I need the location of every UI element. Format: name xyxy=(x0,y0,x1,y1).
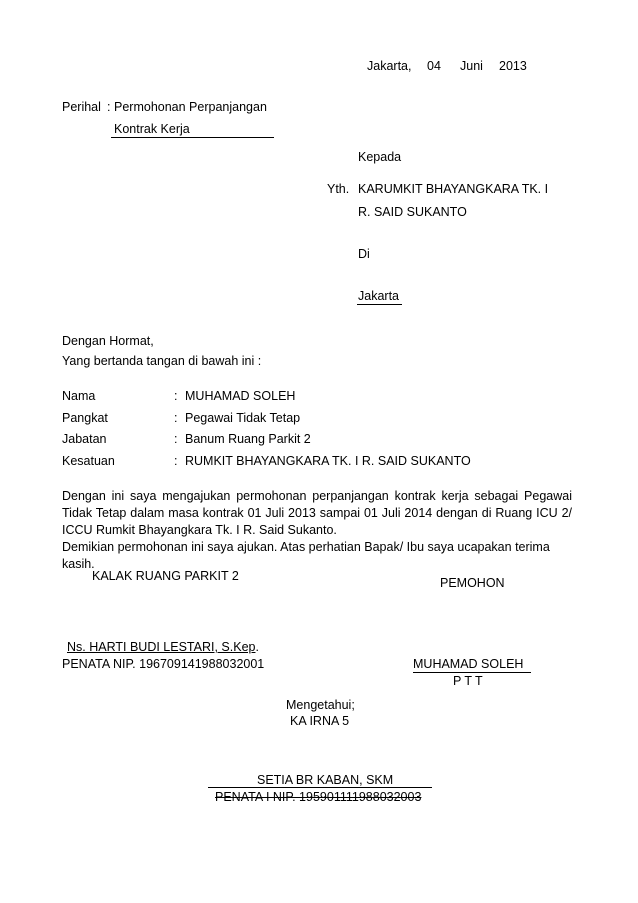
right-signer-title: PEMOHON xyxy=(440,576,505,590)
intro-line: Yang bertanda tangan di bawah ini : xyxy=(62,354,262,368)
recipient-yth: Yth. xyxy=(327,182,350,196)
left-signer-nip: PENATA NIP. 196709141988032001 xyxy=(62,657,265,671)
left-signer-title: KALAK RUANG PARKIT 2 xyxy=(92,569,239,583)
field-colon: : xyxy=(174,454,178,468)
recipient-city-underline xyxy=(357,304,402,305)
field-colon: : xyxy=(174,411,178,425)
center-signer-name: SETIA BR KABAN, SKM xyxy=(257,773,394,787)
center-label-ka-irna: KA IRNA 5 xyxy=(290,714,350,728)
right-signer-underline xyxy=(413,672,531,673)
subject-underline xyxy=(111,137,274,138)
center-label-mengetahui: Mengetahui; xyxy=(286,698,355,712)
subject-line2: Kontrak Kerja xyxy=(114,122,190,136)
field-label: Nama xyxy=(62,389,96,403)
greeting: Dengan Hormat, xyxy=(62,334,154,348)
recipient-kepada: Kepada xyxy=(358,150,402,164)
field-colon: : xyxy=(174,389,178,403)
left-signer-name-text: Ns. HARTI BUDI LESTARI, S.Kep xyxy=(67,640,256,654)
left-signer-name xyxy=(67,640,259,655)
field-label: Jabatan xyxy=(62,432,107,446)
subject-colon: : xyxy=(107,100,111,114)
date-city: Jakarta, xyxy=(367,59,412,73)
center-signer-nip: PENATA I NIP. 195901111988032003 xyxy=(215,790,422,804)
date-month: Juni xyxy=(460,59,483,73)
date-year: 2013 xyxy=(499,59,527,73)
recipient-city: Jakarta xyxy=(358,289,399,303)
right-signer-name: MUHAMAD SOLEH xyxy=(413,657,524,671)
field-label: Kesatuan xyxy=(62,454,115,468)
recipient-name-line1: KARUMKIT BHAYANGKARA TK. I xyxy=(358,182,549,196)
field-value: Pegawai Tidak Tetap xyxy=(185,411,301,425)
center-signer-underline xyxy=(208,787,432,788)
date-day: 04 xyxy=(427,59,441,73)
right-signer-status: P T T xyxy=(453,674,483,688)
field-value: MUHAMAD SOLEH xyxy=(185,389,296,403)
field-label: Pangkat xyxy=(62,411,108,425)
left-signer-name-dot: . xyxy=(255,640,259,654)
recipient-name-line2: R. SAID SUKANTO xyxy=(358,205,467,219)
subject-line1: Permohonan Perpanjangan xyxy=(114,100,267,114)
subject-label: Perihal xyxy=(62,100,101,114)
recipient-di: Di xyxy=(358,247,370,261)
field-value: Banum Ruang Parkit 2 xyxy=(185,432,311,446)
closing-paragraph: Demikian permohonan ini saya ajukan. Atas perhatian Bapak/ Ibu saya ucapakan terima kasih. xyxy=(62,540,550,571)
body-paragraph: Dengan ini saya mengajukan permohonan perpanjangan kontrak kerja sebagai Pegawai Tidak Tetap dalam masa kontrak 01 Juli 2013 sampai 01 Juli 2014 dengan di Ruang ICU 2/ ICCU Rumkit Bhayangkara Tk. I R. Said Sukanto. xyxy=(62,489,572,537)
field-value: RUMKIT BHAYANGKARA TK. I R. SAID SUKANTO xyxy=(185,454,471,468)
field-colon: : xyxy=(174,432,178,446)
